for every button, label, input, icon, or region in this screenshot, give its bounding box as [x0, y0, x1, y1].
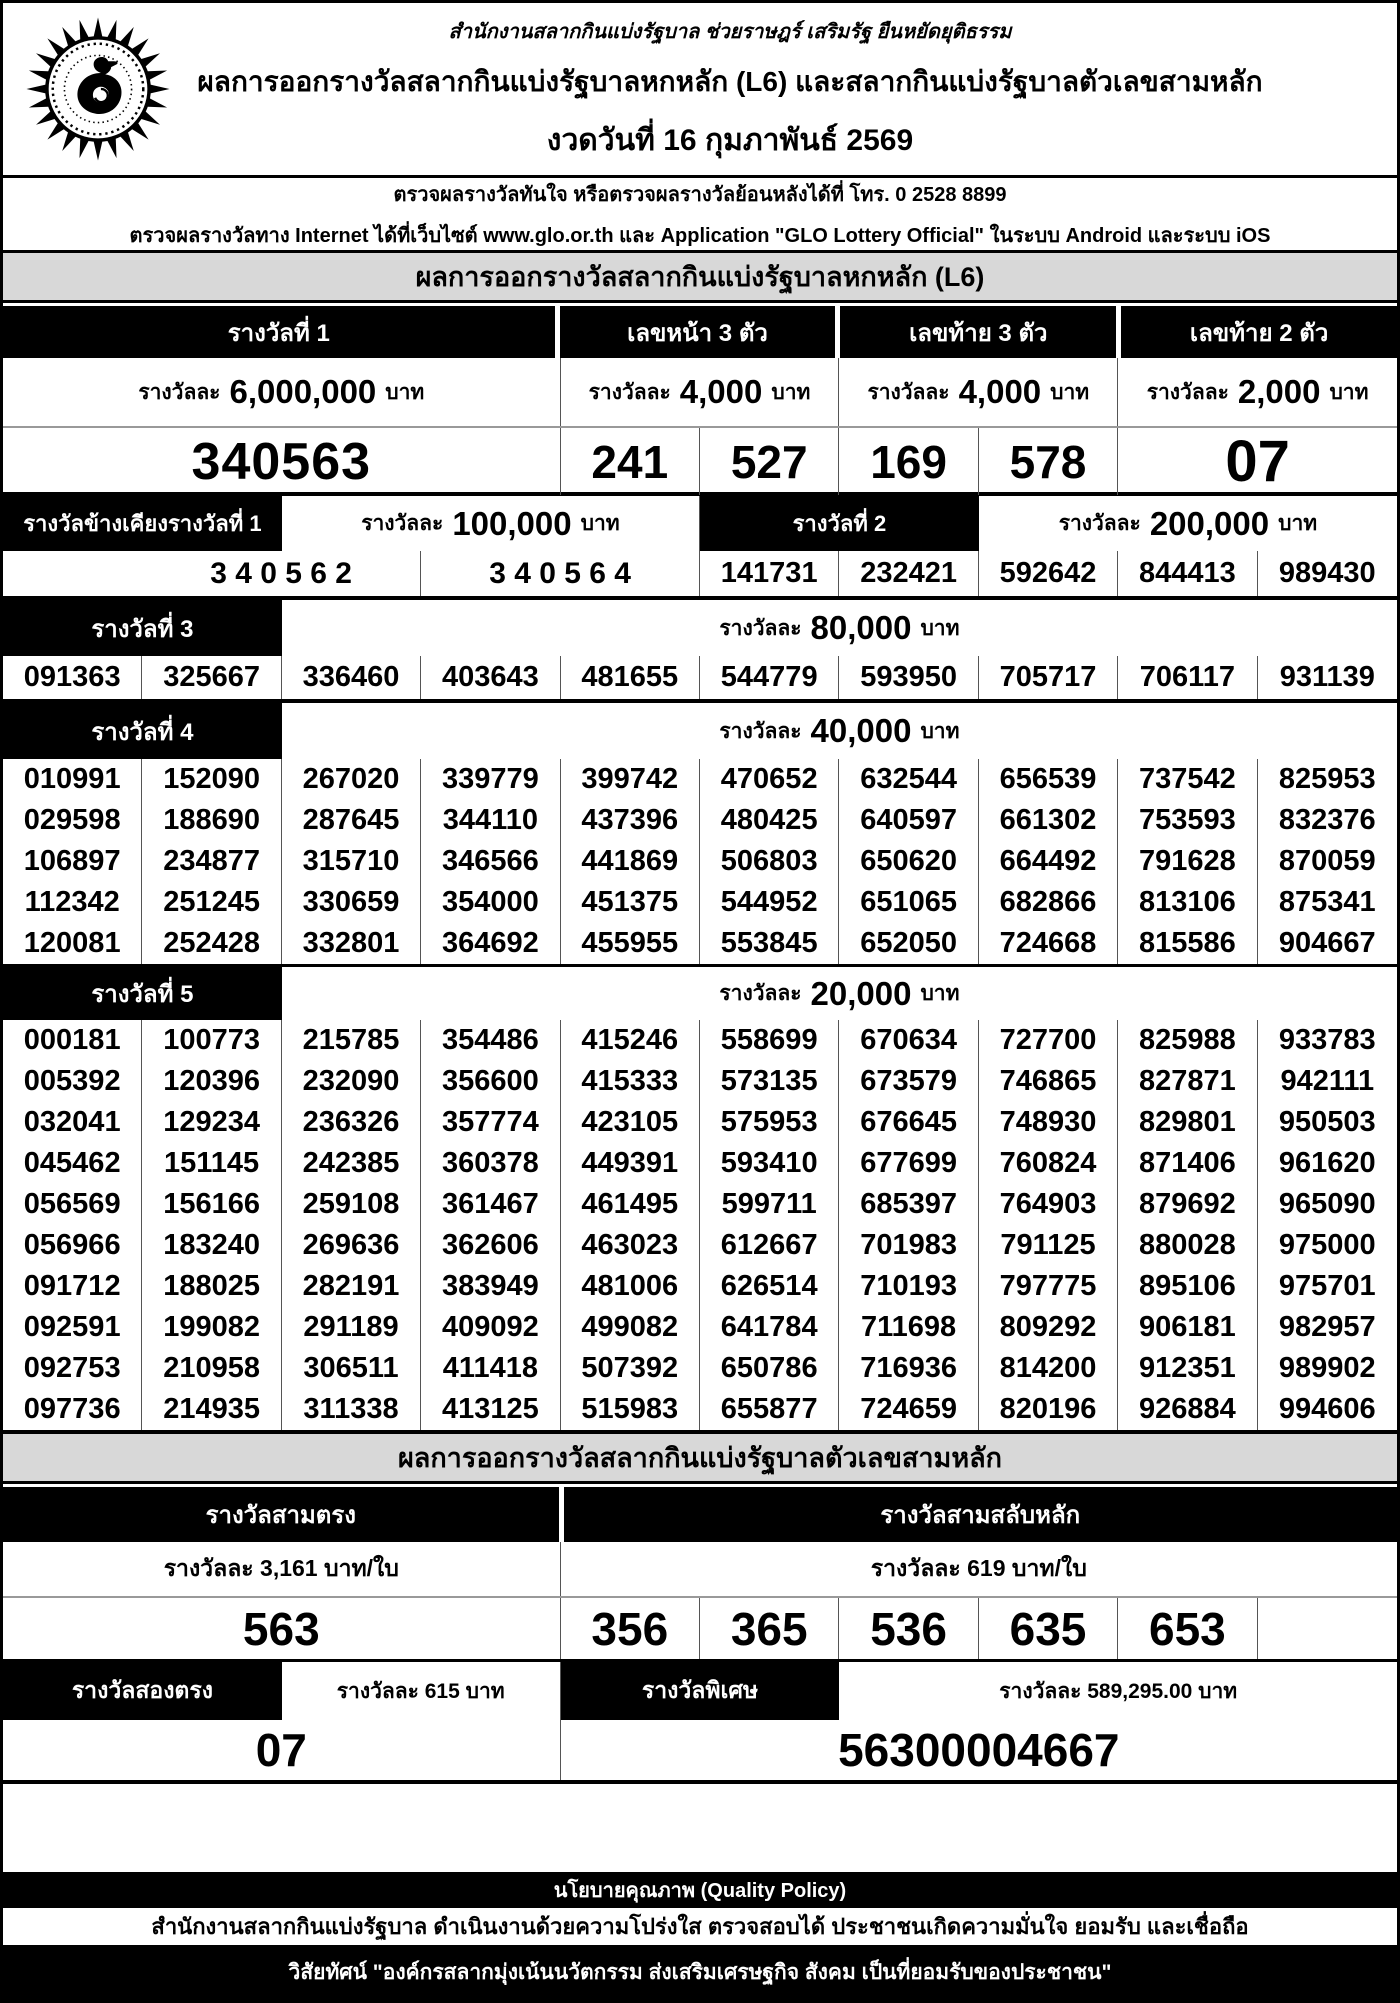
fourth-prize-number: 437396 — [561, 800, 700, 841]
amount-prefix: รางวัลละ — [719, 982, 802, 1005]
fourth-prize-number: 251245 — [142, 882, 281, 923]
fifth-prize-number: 210958 — [142, 1348, 281, 1389]
fourth-prize-number: 441869 — [561, 841, 700, 882]
third-prize-number: 706117 — [1118, 656, 1257, 699]
last2-number: 07 — [1225, 429, 1290, 494]
fifth-prize-number: 599711 — [700, 1184, 839, 1225]
fourth-prize-number: 315710 — [282, 841, 421, 882]
fourth-prize-number: 815586 — [1118, 923, 1257, 964]
n3-amount-row — [3, 1542, 1397, 1598]
fifth-prize-number: 975701 — [1278, 1270, 1376, 1302]
fifth-prize-number: 975000 — [1278, 1229, 1376, 1261]
check-info-internet: ตรวจผลรางวัลทาง Internet ได้ที่เว็บไซต์ www.glo.or.th และ Application "GLO Lottery Official" ในระบบ Android และระบบ iOS — [129, 224, 1271, 247]
front3-amount — [561, 358, 840, 426]
fifth-prize-number: 481006 — [561, 1266, 700, 1307]
fifth-prize-number: 701983 — [839, 1225, 978, 1266]
l6-top-header-row — [3, 303, 1397, 358]
number-row — [3, 1225, 1397, 1266]
fifth-prize-number: 670634 — [839, 1020, 978, 1061]
fifth-prize-number: 829801 — [1118, 1102, 1257, 1143]
third-prize-header-row — [3, 600, 1397, 656]
fifth-prize-amount — [282, 967, 1397, 1020]
fifth-prize-number: 499082 — [561, 1307, 700, 1348]
three-permuted-number: 653 — [1118, 1598, 1257, 1659]
fifth-prize-number: 880028 — [1118, 1225, 1257, 1266]
fifth-prize-number: 575953 — [700, 1102, 839, 1143]
two-straight-header-row — [3, 1662, 1397, 1720]
fifth-prize-number: 673579 — [839, 1061, 978, 1102]
fourth-prize-amount — [282, 703, 1397, 759]
fifth-prize-number: 151145 — [142, 1143, 281, 1184]
fourth-prize-number: 344110 — [421, 800, 560, 841]
fifth-prize-number: 236326 — [282, 1102, 421, 1143]
fifth-prize-number: 449391 — [561, 1143, 700, 1184]
first-prize-amount — [3, 358, 561, 426]
amount-suffix: บาท — [385, 380, 425, 404]
adjacent-second-number-row — [3, 551, 1397, 600]
three-permuted-number: 536 — [839, 1598, 978, 1659]
fifth-prize-number: 965090 — [1278, 1188, 1376, 1220]
fourth-prize-number: 010991 — [3, 759, 142, 800]
fifth-prize-number: 827871 — [1118, 1061, 1257, 1102]
fifth-prize-number: 820196 — [979, 1389, 1118, 1430]
fourth-prize-number: 332801 — [282, 923, 421, 964]
amount-suffix: บาท — [1278, 512, 1318, 535]
third-prize-number: 593950 — [839, 656, 978, 699]
three-permuted-header: รางวัลสามสลับหลัก — [564, 1487, 1397, 1542]
fourth-prize-number: 870059 — [1278, 845, 1376, 877]
fifth-prize-number: 994606 — [1278, 1393, 1376, 1425]
fifth-prize-number: 282191 — [282, 1266, 421, 1307]
check-info-box — [3, 178, 1397, 253]
three-straight-number: 563 — [3, 1598, 561, 1659]
number-row — [3, 759, 1397, 800]
three-straight-amount: รางวัลละ 3,161 บาท/ใบ — [3, 1542, 561, 1596]
front3-number-2: 527 — [700, 428, 839, 495]
last2-header: เลขท้าย 2 ตัว — [1121, 306, 1397, 358]
fourth-prize-number: 825953 — [1278, 763, 1376, 795]
third-prize-header: รางวัลที่ 3 — [3, 600, 282, 656]
fourth-prize-number: 029598 — [3, 800, 142, 841]
fourth-prize-number: 544952 — [700, 882, 839, 923]
fifth-prize-number: 650786 — [700, 1348, 839, 1389]
amount-suffix: บาท — [920, 719, 960, 743]
fifth-prize-number: 797775 — [979, 1266, 1118, 1307]
fifth-prize-number: 746865 — [979, 1061, 1118, 1102]
fourth-prize-number: 480425 — [700, 800, 839, 841]
amount-value: 4,000 — [679, 373, 763, 410]
number-row — [3, 1389, 1397, 1430]
fifth-prize-number: 685397 — [839, 1184, 978, 1225]
third-prize-number: 336460 — [282, 656, 421, 699]
fourth-prize-number: 661302 — [979, 800, 1118, 841]
fifth-prize-number: 895106 — [1118, 1266, 1257, 1307]
number-row — [3, 882, 1397, 923]
fourth-prize-number: 753593 — [1118, 800, 1257, 841]
fifth-prize-number: 871406 — [1118, 1143, 1257, 1184]
number-row — [3, 1020, 1397, 1061]
third-prize-number: 403643 — [421, 656, 560, 699]
amount-prefix: รางวัลละ — [1058, 512, 1141, 535]
fifth-prize-number: 214935 — [142, 1389, 281, 1430]
amount-suffix: บาท — [920, 982, 960, 1005]
fourth-prize-number: 364692 — [421, 923, 560, 964]
amount-suffix: บาท — [1329, 380, 1369, 404]
third-prize-number: 931139 — [1279, 661, 1375, 693]
second-prize-header: รางวัลที่ 2 — [700, 496, 979, 551]
fifth-prize-number: 120396 — [142, 1061, 281, 1102]
vision-statement-bar: วิสัยทัศน์ "องค์กรสลากมุ่งเน้นนวัตกรรม ส่งเสริมเศรษฐกิจ สังคม เป็นที่ยอมรับของประชาชน" — [3, 1945, 1397, 2000]
fourth-prize-number: 455955 — [561, 923, 700, 964]
l6-section-title: ผลการออกรางวัลสลากกินแบ่งรัฐบาลหกหลัก (L6) — [3, 253, 1397, 303]
third-prize-number: 481655 — [561, 656, 700, 699]
last3-header: เลขท้าย 3 ตัว — [840, 306, 1116, 358]
fifth-prize-number: 558699 — [700, 1020, 839, 1061]
first-prize-number: 340563 — [3, 428, 561, 495]
fourth-prize-header-row — [3, 703, 1397, 759]
three-permuted-number: 356 — [561, 1598, 700, 1659]
fifth-prize-number: 183240 — [142, 1225, 281, 1266]
fifth-prize-number: 000181 — [3, 1020, 142, 1061]
two-straight-number: 07 — [3, 1720, 561, 1780]
two-straight-amount: รางวัลละ 615 บาท — [282, 1662, 561, 1720]
fifth-prize-number: 515983 — [561, 1389, 700, 1430]
fifth-prize-number: 129234 — [142, 1102, 281, 1143]
fifth-prize-number: 612667 — [700, 1225, 839, 1266]
fifth-prize-number: 291189 — [282, 1307, 421, 1348]
fifth-prize-number: 269636 — [282, 1225, 421, 1266]
amount-prefix: รางวัลละ — [361, 512, 444, 535]
fifth-prize-number: 989902 — [1278, 1352, 1376, 1384]
fourth-prize-number: 813106 — [1118, 882, 1257, 923]
quality-policy-text: สำนักงานสลากกินแบ่งรัฐบาล ดำเนินงานด้วยความโปร่งใส ตรวจสอบได้ ประชาชนเกิดความมั่นใจ ยอมรับ และเชื่อถือ — [3, 1908, 1397, 1945]
fifth-prize-number: 791125 — [979, 1225, 1118, 1266]
fifth-prize-number: 727700 — [979, 1020, 1118, 1061]
amount-value: 80,000 — [810, 609, 912, 646]
fifth-prize-number: 156166 — [142, 1184, 281, 1225]
fourth-prize-number: 354000 — [421, 882, 560, 923]
amount-prefix: รางวัลละ — [719, 719, 802, 743]
second-prize-number: 989430 — [1278, 557, 1376, 589]
fifth-prize-number: 942111 — [1280, 1065, 1375, 1097]
fifth-prize-number: 311338 — [282, 1389, 421, 1430]
amount-suffix: บาท — [920, 616, 960, 640]
fourth-prize-number: 791628 — [1118, 841, 1257, 882]
fourth-prize-number: 346566 — [421, 841, 560, 882]
fifth-prize-number: 361467 — [421, 1184, 560, 1225]
fifth-prize-number: 926884 — [1118, 1389, 1257, 1430]
glo-seal-logo — [25, 15, 171, 163]
amount-prefix: รางวัลละ — [719, 616, 802, 640]
fifth-prize-number: 716936 — [839, 1348, 978, 1389]
fifth-prize-number: 100773 — [142, 1020, 281, 1061]
fifth-prize-number: 748930 — [979, 1102, 1118, 1143]
fifth-prize-number: 383949 — [421, 1266, 560, 1307]
third-prize-amount — [282, 600, 1397, 656]
two-straight-header: รางวัลสองตรง — [3, 1662, 282, 1720]
fifth-prize-number: 411418 — [421, 1348, 560, 1389]
third-prize-number: 325667 — [142, 656, 281, 699]
fifth-prize-number: 056966 — [3, 1225, 142, 1266]
last3-number-2: 578 — [979, 428, 1118, 495]
fifth-prize-number: 814200 — [979, 1348, 1118, 1389]
adjacent-prize-amount — [282, 496, 700, 551]
fifth-prize-number: 764903 — [979, 1184, 1118, 1225]
quality-policy-title-bar: นโยบายคุณภาพ (Quality Policy) — [3, 1872, 1397, 1908]
fourth-prize-number: 252428 — [142, 923, 281, 964]
document-title: ผลการออกรางวัลสลากกินแบ่งรัฐบาลหกหลัก (L6) และสลากกินแบ่งรัฐบาลตัวเลขสามหลัก — [197, 65, 1263, 97]
fifth-prize-number: 573135 — [700, 1061, 839, 1102]
fifth-prize-number: 950503 — [1278, 1106, 1376, 1138]
amount-value: 4,000 — [958, 373, 1042, 410]
fifth-prize-number: 982957 — [1278, 1311, 1376, 1343]
amount-suffix: บาท — [1050, 380, 1090, 404]
three-permuted-number: 365 — [700, 1598, 839, 1659]
fifth-prize-number: 242385 — [282, 1143, 421, 1184]
fifth-prize-number: 415333 — [561, 1061, 700, 1102]
fifth-prize-number: 507392 — [561, 1348, 700, 1389]
number-row — [3, 1061, 1397, 1102]
adjacent-prize-header: รางวัลข้างเคียงรางวัลที่ 1 — [3, 496, 282, 551]
number-row — [3, 1184, 1397, 1225]
n3-header-row — [3, 1484, 1397, 1542]
fourth-prize-header: รางวัลที่ 4 — [3, 703, 282, 759]
fourth-prize-number: 652050 — [839, 923, 978, 964]
fifth-prize-number: 188025 — [142, 1266, 281, 1307]
fourth-prize-number: 451375 — [561, 882, 700, 923]
agency-motto: สำนักงานสลากกินแบ่งรัฐบาล ช่วยราษฎร์ เสริมรัฐ ยืนหยัดยุติธรรม — [448, 20, 1012, 43]
fifth-prize-number: 677699 — [839, 1143, 978, 1184]
fifth-prize-number: 056569 — [3, 1184, 142, 1225]
adjacent-number-1: 3 4 0 5 6 2 — [3, 551, 421, 596]
fifth-prize-number: 655877 — [700, 1389, 839, 1430]
adjacent-number-2: 3 4 0 5 6 4 — [421, 551, 700, 596]
amount-value: 20,000 — [810, 974, 912, 1012]
fourth-prize-number: 553845 — [700, 923, 839, 964]
fourth-prize-number: 724668 — [979, 923, 1118, 964]
fifth-prize-number: 362606 — [421, 1225, 560, 1266]
fifth-prize-number: 092591 — [3, 1307, 142, 1348]
special-prize-amount: รางวัลละ 589,295.00 บาท — [999, 1679, 1238, 1703]
amount-value: 100,000 — [452, 504, 572, 542]
two-straight-number-row — [3, 1720, 1397, 1784]
fifth-prize-number: 825988 — [1118, 1020, 1257, 1061]
number-row — [3, 841, 1397, 882]
second-prize-amount — [979, 496, 1397, 551]
fifth-prize-number: 356600 — [421, 1061, 560, 1102]
fourth-prize-number: 470652 — [700, 759, 839, 800]
fifth-prize-number: 005392 — [3, 1061, 142, 1102]
number-row — [3, 1266, 1397, 1307]
fourth-prize-number: 339779 — [421, 759, 560, 800]
three-straight-header: รางวัลสามตรง — [3, 1487, 559, 1542]
fifth-prize-number: 409092 — [421, 1307, 560, 1348]
fifth-prize-number: 199082 — [142, 1307, 281, 1348]
fourth-prize-number: 112342 — [3, 882, 142, 923]
amount-prefix: รางวัลละ — [867, 380, 950, 404]
special-prize-header: รางวัลพิเศษ — [561, 1662, 840, 1720]
first-prize-header: รางวัลที่ 1 — [3, 306, 555, 358]
fourth-prize-number: 651065 — [839, 882, 978, 923]
amount-value: 40,000 — [810, 712, 912, 749]
three-permuted-number — [1258, 1598, 1397, 1659]
fourth-prize-number: 330659 — [282, 882, 421, 923]
amount-prefix: รางวัลละ — [1146, 380, 1229, 404]
fifth-prize-number: 097736 — [3, 1389, 142, 1430]
fifth-prize-number: 354486 — [421, 1020, 560, 1061]
fifth-prize-number: 641784 — [700, 1307, 839, 1348]
n3-number-row — [3, 1598, 1397, 1662]
last3-amount — [839, 358, 1118, 426]
fourth-prize-number: 188690 — [142, 800, 281, 841]
number-row — [3, 800, 1397, 841]
fifth-prize-number: 357774 — [421, 1102, 560, 1143]
fifth-prize-number: 933783 — [1278, 1024, 1376, 1056]
blank-notes-box — [3, 1784, 1397, 1872]
fifth-prize-number: 423105 — [561, 1102, 700, 1143]
fourth-prize-number: 152090 — [142, 759, 281, 800]
fourth-prize-number: 399742 — [561, 759, 700, 800]
amount-value: 200,000 — [1149, 504, 1270, 542]
fifth-prize-number: 032041 — [3, 1102, 142, 1143]
l6-top-amount-row — [3, 358, 1397, 428]
fourth-prize-number: 650620 — [839, 841, 978, 882]
fourth-prize-number: 875341 — [1278, 886, 1376, 918]
last2-amount — [1118, 358, 1397, 426]
fifth-prize-number: 360378 — [421, 1143, 560, 1184]
fifth-prize-number-grid — [3, 1020, 1397, 1434]
fourth-prize-number: 656539 — [979, 759, 1118, 800]
front3-header: เลขหน้า 3 ตัว — [560, 306, 836, 358]
fourth-prize-number: 640597 — [839, 800, 978, 841]
fifth-prize-header: รางวัลที่ 5 — [3, 967, 282, 1020]
fifth-prize-header-row — [3, 964, 1397, 1020]
fifth-prize-number: 259108 — [282, 1184, 421, 1225]
fifth-prize-number: 626514 — [700, 1266, 839, 1307]
fifth-prize-number: 711698 — [839, 1307, 978, 1348]
amount-suffix: บาท — [580, 512, 620, 535]
fourth-prize-number: 120081 — [3, 923, 142, 964]
fifth-prize-number: 593410 — [700, 1143, 839, 1184]
amount-value: 6,000,000 — [229, 373, 377, 410]
fifth-prize-number: 215785 — [282, 1020, 421, 1061]
adjacent-second-header-row — [3, 496, 1397, 551]
second-prize-number: 844413 — [1118, 551, 1257, 596]
third-prize-number-row — [3, 656, 1397, 703]
draw-date: งวดวันที่ 16 กุมภาพันธ์ 2569 — [546, 123, 914, 157]
fifth-prize-number: 912351 — [1118, 1348, 1257, 1389]
fourth-prize-number: 267020 — [282, 759, 421, 800]
fourth-prize-number: 682866 — [979, 882, 1118, 923]
fifth-prize-number: 809292 — [979, 1307, 1118, 1348]
number-row — [3, 923, 1397, 964]
number-row — [3, 1348, 1397, 1389]
fourth-prize-number: 106897 — [3, 841, 142, 882]
number-row — [3, 1307, 1397, 1348]
special-prize-number: 56300004667 — [838, 1724, 1120, 1776]
fourth-prize-number-grid — [3, 759, 1397, 964]
number-row — [3, 1143, 1397, 1184]
number-row — [3, 1102, 1397, 1143]
second-prize-number: 592642 — [979, 551, 1118, 596]
amount-prefix: รางวัลละ — [138, 380, 221, 404]
fourth-prize-number: 632544 — [839, 759, 978, 800]
fifth-prize-number: 091712 — [3, 1266, 142, 1307]
fifth-prize-number: 415246 — [561, 1020, 700, 1061]
check-info-phone: ตรวจผลรางวัลทันใจ หรือตรวจผลรางวัลย้อนหลังได้ที่ โทร. 0 2528 8899 — [393, 183, 1007, 206]
fifth-prize-number: 710193 — [839, 1266, 978, 1307]
fourth-prize-number: 287645 — [282, 800, 421, 841]
amount-suffix: บาท — [771, 380, 811, 404]
front3-number-1: 241 — [561, 428, 700, 495]
fifth-prize-number: 232090 — [282, 1061, 421, 1102]
fifth-prize-number: 879692 — [1118, 1184, 1257, 1225]
fifth-prize-number: 463023 — [561, 1225, 700, 1266]
fifth-prize-number: 676645 — [839, 1102, 978, 1143]
fourth-prize-number: 737542 — [1118, 759, 1257, 800]
fifth-prize-number: 760824 — [979, 1143, 1118, 1184]
fifth-prize-number: 092753 — [3, 1348, 142, 1389]
fifth-prize-number: 306511 — [282, 1348, 421, 1389]
fifth-prize-number: 906181 — [1118, 1307, 1257, 1348]
second-prize-number: 141731 — [700, 551, 839, 596]
fourth-prize-number: 664492 — [979, 841, 1118, 882]
fifth-prize-number: 724659 — [839, 1389, 978, 1430]
fourth-prize-number: 832376 — [1278, 804, 1376, 836]
last3-number-1: 169 — [839, 428, 978, 495]
amount-value: 2,000 — [1237, 373, 1321, 410]
fourth-prize-number: 506803 — [700, 841, 839, 882]
fourth-prize-number: 904667 — [1278, 927, 1376, 959]
third-prize-number: 705717 — [979, 656, 1118, 699]
fifth-prize-number: 961620 — [1278, 1147, 1376, 1179]
three-permuted-amount: รางวัลละ 619 บาท/ใบ — [870, 1555, 1087, 1581]
masthead — [3, 3, 1397, 178]
fifth-prize-number: 045462 — [3, 1143, 142, 1184]
n3-section-title: ผลการออกรางวัลสลากกินแบ่งรัฐบาลตัวเลขสามหลัก — [3, 1434, 1397, 1484]
third-prize-number: 091363 — [3, 656, 142, 699]
fourth-prize-number: 234877 — [142, 841, 281, 882]
fifth-prize-number: 461495 — [561, 1184, 700, 1225]
fifth-prize-number: 413125 — [421, 1389, 560, 1430]
third-prize-number: 544779 — [700, 656, 839, 699]
amount-prefix: รางวัลละ — [588, 380, 671, 404]
second-prize-number: 232421 — [839, 551, 978, 596]
three-permuted-number: 635 — [979, 1598, 1118, 1659]
l6-top-number-row — [3, 428, 1397, 496]
